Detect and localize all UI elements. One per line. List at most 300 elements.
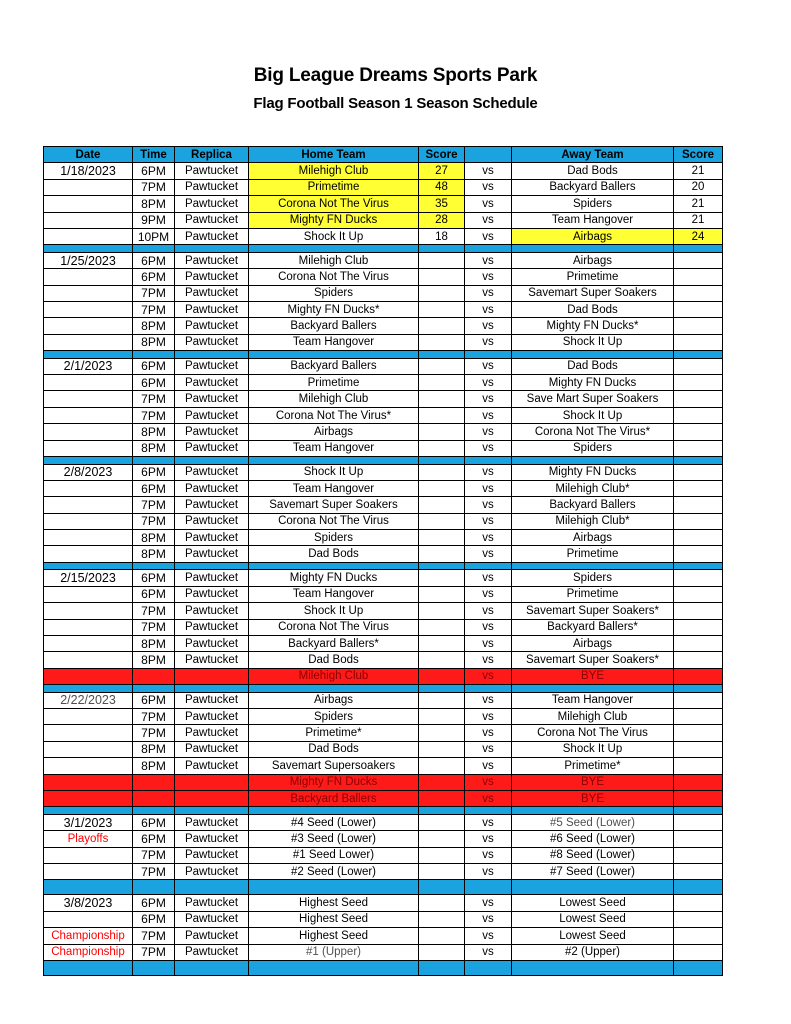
home-score-cell — [419, 358, 465, 374]
vs-cell: vs — [465, 758, 512, 774]
vs-cell: vs — [465, 440, 512, 456]
vs-cell: vs — [465, 391, 512, 407]
replica-cell: Pawtucket — [175, 831, 249, 847]
time-cell: 7PM — [133, 725, 175, 741]
home-score-cell — [419, 285, 465, 301]
separator-cell — [419, 562, 465, 570]
game-row — [44, 252, 723, 268]
separator-cell — [465, 880, 512, 895]
game-row — [44, 831, 723, 847]
week-separator-row — [44, 562, 723, 570]
home-score-cell — [419, 911, 465, 927]
home-score-cell — [419, 530, 465, 546]
away-score-cell: 21 — [674, 163, 723, 179]
time-cell: 7PM — [133, 619, 175, 635]
separator-cell — [419, 880, 465, 895]
vs-cell: vs — [465, 831, 512, 847]
separator-cell — [249, 562, 419, 570]
page-subtitle: Flag Football Season 1 Season Schedule — [253, 95, 538, 112]
game-row — [44, 546, 723, 562]
vs-cell: vs — [465, 570, 512, 586]
separator-cell — [419, 457, 465, 465]
away-score-cell — [674, 269, 723, 285]
home-score-cell — [419, 725, 465, 741]
separator-cell — [465, 960, 512, 975]
date-cell — [44, 603, 133, 619]
replica-cell: Pawtucket — [175, 285, 249, 301]
vs-cell: vs — [465, 252, 512, 268]
away-score-cell — [674, 619, 723, 635]
home-team-cell: Corona Not The Virus — [249, 513, 419, 529]
replica-cell: Pawtucket — [175, 864, 249, 880]
away-team-cell: Dad Bods — [512, 163, 674, 179]
home-score-cell — [419, 864, 465, 880]
replica-cell — [175, 790, 249, 806]
time-cell: 7PM — [133, 497, 175, 513]
home-team-cell: #1 (Upper) — [249, 944, 419, 960]
time-cell: 8PM — [133, 741, 175, 757]
date-cell — [44, 847, 133, 863]
home-team-cell: Corona Not The Virus — [249, 269, 419, 285]
replica-cell: Pawtucket — [175, 228, 249, 244]
date-cell — [44, 334, 133, 350]
game-row — [44, 391, 723, 407]
date-cell — [44, 269, 133, 285]
away-team-cell: Savemart Super Soakers — [512, 285, 674, 301]
vs-cell: vs — [465, 497, 512, 513]
date-cell: 3/1/2023 — [44, 814, 133, 830]
vs-cell: vs — [465, 179, 512, 195]
time-cell: 7PM — [133, 709, 175, 725]
replica-cell: Pawtucket — [175, 570, 249, 586]
home-score-cell — [419, 831, 465, 847]
vs-cell: vs — [465, 725, 512, 741]
home-team-cell: Shock It Up — [249, 464, 419, 480]
vs-cell: vs — [465, 358, 512, 374]
separator-cell — [674, 807, 723, 815]
date-cell — [44, 497, 133, 513]
separator-cell — [419, 685, 465, 693]
date-cell — [44, 546, 133, 562]
header-vs — [465, 147, 512, 163]
home-team-cell: #1 Seed Lower) — [249, 847, 419, 863]
home-score-cell — [419, 758, 465, 774]
replica-cell: Pawtucket — [175, 424, 249, 440]
away-score-cell — [674, 570, 723, 586]
away-team-cell: Lowest Seed — [512, 928, 674, 944]
date-cell — [44, 586, 133, 602]
header-replica: Replica — [175, 147, 249, 163]
home-score-cell — [419, 741, 465, 757]
week-separator-row — [44, 351, 723, 359]
separator-cell — [133, 562, 175, 570]
away-team-cell: Mighty FN Ducks* — [512, 318, 674, 334]
vs-cell: vs — [465, 944, 512, 960]
home-score-cell — [419, 407, 465, 423]
time-cell — [133, 790, 175, 806]
time-cell: 8PM — [133, 424, 175, 440]
game-row — [44, 692, 723, 708]
game-row — [44, 163, 723, 179]
vs-cell: vs — [465, 709, 512, 725]
separator-cell — [44, 351, 133, 359]
date-cell — [44, 652, 133, 668]
away-team-cell: #6 Seed (Lower) — [512, 831, 674, 847]
vs-cell: vs — [465, 741, 512, 757]
away-score-cell — [674, 464, 723, 480]
game-row — [44, 318, 723, 334]
vs-cell: vs — [465, 635, 512, 651]
schedule-table — [43, 146, 723, 976]
away-score-cell — [674, 709, 723, 725]
week-separator-row — [44, 807, 723, 815]
separator-cell — [419, 807, 465, 815]
vs-cell: vs — [465, 513, 512, 529]
game-row — [44, 635, 723, 651]
home-team-cell: #2 Seed (Lower) — [249, 864, 419, 880]
home-score-cell — [419, 790, 465, 806]
home-team-cell: Highest Seed — [249, 911, 419, 927]
time-cell: 6PM — [133, 163, 175, 179]
away-score-cell — [674, 530, 723, 546]
home-team-cell: Team Hangover — [249, 440, 419, 456]
game-row — [44, 497, 723, 513]
game-row — [44, 480, 723, 496]
game-row — [44, 464, 723, 480]
vs-cell: vs — [465, 814, 512, 830]
date-cell: 3/8/2023 — [44, 895, 133, 911]
game-row — [44, 196, 723, 212]
game-row — [44, 652, 723, 668]
game-row — [44, 944, 723, 960]
round-label-cell: Championship — [44, 928, 133, 944]
date-cell — [44, 774, 133, 790]
vs-cell: vs — [465, 480, 512, 496]
separator-cell — [674, 245, 723, 253]
replica-cell: Pawtucket — [175, 464, 249, 480]
home-score-cell — [419, 928, 465, 944]
home-score-cell: 27 — [419, 163, 465, 179]
header-away-team: Away Team — [512, 147, 674, 163]
home-score-cell — [419, 895, 465, 911]
date-cell — [44, 864, 133, 880]
replica-cell: Pawtucket — [175, 635, 249, 651]
away-team-cell: Team Hangover — [512, 692, 674, 708]
home-team-cell: Savemart Supersoakers — [249, 758, 419, 774]
separator-cell — [44, 960, 133, 975]
home-team-cell: Highest Seed — [249, 928, 419, 944]
separator-cell — [512, 960, 674, 975]
vs-cell: vs — [465, 464, 512, 480]
game-row — [44, 709, 723, 725]
replica-cell: Pawtucket — [175, 814, 249, 830]
time-cell: 7PM — [133, 407, 175, 423]
time-cell: 6PM — [133, 831, 175, 847]
away-team-cell: Lowest Seed — [512, 911, 674, 927]
date-cell: 1/25/2023 — [44, 252, 133, 268]
time-cell: 7PM — [133, 603, 175, 619]
away-score-cell: 20 — [674, 179, 723, 195]
game-row — [44, 586, 723, 602]
home-score-cell: 18 — [419, 228, 465, 244]
date-cell — [44, 285, 133, 301]
replica-cell: Pawtucket — [175, 709, 249, 725]
away-score-cell — [674, 440, 723, 456]
game-row — [44, 847, 723, 863]
separator-cell — [175, 807, 249, 815]
separator-cell — [133, 457, 175, 465]
bye-row — [44, 790, 723, 806]
time-cell: 8PM — [133, 758, 175, 774]
home-team-cell: Milehigh Club — [249, 252, 419, 268]
vs-cell: vs — [465, 603, 512, 619]
replica-cell: Pawtucket — [175, 847, 249, 863]
separator-cell — [512, 351, 674, 359]
separator-cell — [249, 880, 419, 895]
separator-cell — [175, 685, 249, 693]
home-team-cell: Team Hangover — [249, 334, 419, 350]
away-team-cell: Mighty FN Ducks — [512, 464, 674, 480]
home-team-cell: Corona Not The Virus — [249, 196, 419, 212]
replica-cell: Pawtucket — [175, 391, 249, 407]
home-score-cell — [419, 692, 465, 708]
replica-cell: Pawtucket — [175, 546, 249, 562]
vs-cell: vs — [465, 668, 512, 684]
home-team-cell: Backyard Ballers — [249, 318, 419, 334]
separator-cell — [249, 960, 419, 975]
away-team-cell: Primetime — [512, 546, 674, 562]
game-row — [44, 619, 723, 635]
separator-cell — [175, 562, 249, 570]
home-score-cell — [419, 464, 465, 480]
time-cell: 8PM — [133, 546, 175, 562]
time-cell: 6PM — [133, 911, 175, 927]
bye-row — [44, 774, 723, 790]
week-separator-row — [44, 245, 723, 253]
away-score-cell — [674, 424, 723, 440]
game-row — [44, 911, 723, 927]
separator-cell — [465, 245, 512, 253]
home-score-cell — [419, 440, 465, 456]
separator-cell — [249, 351, 419, 359]
home-score-cell — [419, 709, 465, 725]
vs-cell: vs — [465, 692, 512, 708]
vs-cell: vs — [465, 652, 512, 668]
game-row — [44, 269, 723, 285]
vs-cell: vs — [465, 318, 512, 334]
home-score-cell — [419, 391, 465, 407]
time-cell: 7PM — [133, 864, 175, 880]
away-team-cell: Airbags — [512, 228, 674, 244]
home-score-cell — [419, 668, 465, 684]
home-team-cell: Spiders — [249, 285, 419, 301]
date-cell — [44, 530, 133, 546]
home-score-cell — [419, 814, 465, 830]
home-score-cell — [419, 586, 465, 602]
separator-cell — [512, 457, 674, 465]
away-team-cell: Primetime* — [512, 758, 674, 774]
home-score-cell — [419, 774, 465, 790]
home-team-cell: Mighty FN Ducks — [249, 774, 419, 790]
separator-cell — [175, 351, 249, 359]
date-cell — [44, 196, 133, 212]
away-score-cell — [674, 864, 723, 880]
vs-cell: vs — [465, 619, 512, 635]
time-cell: 6PM — [133, 895, 175, 911]
separator-cell — [512, 245, 674, 253]
away-score-cell — [674, 497, 723, 513]
replica-cell: Pawtucket — [175, 196, 249, 212]
date-cell — [44, 375, 133, 391]
header-home-team: Home Team — [249, 147, 419, 163]
home-team-cell: Shock It Up — [249, 603, 419, 619]
away-team-cell: BYE — [512, 774, 674, 790]
replica-cell: Pawtucket — [175, 586, 249, 602]
date-cell — [44, 619, 133, 635]
separator-cell — [674, 562, 723, 570]
replica-cell — [175, 668, 249, 684]
game-row — [44, 570, 723, 586]
away-score-cell — [674, 318, 723, 334]
home-team-cell: #4 Seed (Lower) — [249, 814, 419, 830]
home-score-cell — [419, 603, 465, 619]
date-cell: 2/15/2023 — [44, 570, 133, 586]
away-team-cell: #5 Seed (Lower) — [512, 814, 674, 830]
time-cell: 8PM — [133, 440, 175, 456]
separator-cell — [419, 351, 465, 359]
home-team-cell: Spiders — [249, 530, 419, 546]
game-row — [44, 864, 723, 880]
home-team-cell: Primetime* — [249, 725, 419, 741]
replica-cell: Pawtucket — [175, 741, 249, 757]
date-cell — [44, 302, 133, 318]
vs-cell: vs — [465, 546, 512, 562]
away-team-cell: Primetime — [512, 586, 674, 602]
home-score-cell — [419, 252, 465, 268]
replica-cell: Pawtucket — [175, 252, 249, 268]
home-score-cell — [419, 302, 465, 318]
away-team-cell: Shock It Up — [512, 334, 674, 350]
vs-cell: vs — [465, 212, 512, 228]
separator-cell — [249, 807, 419, 815]
home-team-cell: Spiders — [249, 709, 419, 725]
date-cell: 2/8/2023 — [44, 464, 133, 480]
home-team-cell: Primetime — [249, 179, 419, 195]
time-cell: 7PM — [133, 513, 175, 529]
separator-cell — [674, 960, 723, 975]
header-row — [44, 147, 723, 163]
away-team-cell: Mighty FN Ducks — [512, 375, 674, 391]
replica-cell: Pawtucket — [175, 928, 249, 944]
home-team-cell: Shock It Up — [249, 228, 419, 244]
away-score-cell — [674, 790, 723, 806]
page-title: Big League Dreams Sports Park — [253, 65, 538, 86]
away-team-cell: Team Hangover — [512, 212, 674, 228]
date-cell — [44, 228, 133, 244]
away-team-cell: Milehigh Club* — [512, 513, 674, 529]
vs-cell: vs — [465, 407, 512, 423]
away-score-cell — [674, 895, 723, 911]
bye-row — [44, 668, 723, 684]
home-score-cell — [419, 480, 465, 496]
date-cell — [44, 911, 133, 927]
separator-cell — [44, 685, 133, 693]
away-score-cell — [674, 334, 723, 350]
away-score-cell — [674, 725, 723, 741]
replica-cell: Pawtucket — [175, 480, 249, 496]
date-cell — [44, 318, 133, 334]
separator-cell — [175, 457, 249, 465]
vs-cell: vs — [465, 847, 512, 863]
game-row — [44, 530, 723, 546]
replica-cell: Pawtucket — [175, 513, 249, 529]
header-time: Time — [133, 147, 175, 163]
header-date: Date — [44, 147, 133, 163]
time-cell: 7PM — [133, 302, 175, 318]
away-score-cell — [674, 252, 723, 268]
time-cell: 6PM — [133, 586, 175, 602]
home-score-cell — [419, 847, 465, 863]
home-team-cell: Dad Bods — [249, 546, 419, 562]
away-team-cell: Airbags — [512, 252, 674, 268]
time-cell: 8PM — [133, 318, 175, 334]
time-cell: 7PM — [133, 928, 175, 944]
vs-cell: vs — [465, 911, 512, 927]
home-team-cell: Backyard Ballers — [249, 358, 419, 374]
home-score-cell — [419, 635, 465, 651]
date-cell — [44, 513, 133, 529]
separator-cell — [249, 245, 419, 253]
replica-cell: Pawtucket — [175, 163, 249, 179]
away-score-cell — [674, 944, 723, 960]
replica-cell: Pawtucket — [175, 318, 249, 334]
home-team-cell: Team Hangover — [249, 480, 419, 496]
date-cell — [44, 212, 133, 228]
replica-cell: Pawtucket — [175, 334, 249, 350]
away-score-cell — [674, 635, 723, 651]
time-cell: 6PM — [133, 570, 175, 586]
separator-cell — [44, 880, 133, 895]
away-score-cell — [674, 741, 723, 757]
time-cell: 6PM — [133, 358, 175, 374]
away-team-cell: Lowest Seed — [512, 895, 674, 911]
home-team-cell: Dad Bods — [249, 741, 419, 757]
game-row — [44, 358, 723, 374]
time-cell: 7PM — [133, 944, 175, 960]
time-cell: 8PM — [133, 530, 175, 546]
vs-cell: vs — [465, 163, 512, 179]
vs-cell: vs — [465, 196, 512, 212]
game-row — [44, 375, 723, 391]
away-score-cell — [674, 358, 723, 374]
vs-cell: vs — [465, 269, 512, 285]
home-score-cell: 48 — [419, 179, 465, 195]
vs-cell: vs — [465, 285, 512, 301]
vs-cell: vs — [465, 790, 512, 806]
away-score-cell — [674, 652, 723, 668]
game-row — [44, 603, 723, 619]
away-team-cell: Airbags — [512, 530, 674, 546]
separator-cell — [44, 807, 133, 815]
away-team-cell: Milehigh Club* — [512, 480, 674, 496]
game-row — [44, 741, 723, 757]
separator-cell — [44, 457, 133, 465]
home-score-cell — [419, 944, 465, 960]
away-score-cell — [674, 407, 723, 423]
vs-cell: vs — [465, 864, 512, 880]
home-team-cell: Milehigh Club — [249, 391, 419, 407]
home-team-cell: Corona Not The Virus* — [249, 407, 419, 423]
